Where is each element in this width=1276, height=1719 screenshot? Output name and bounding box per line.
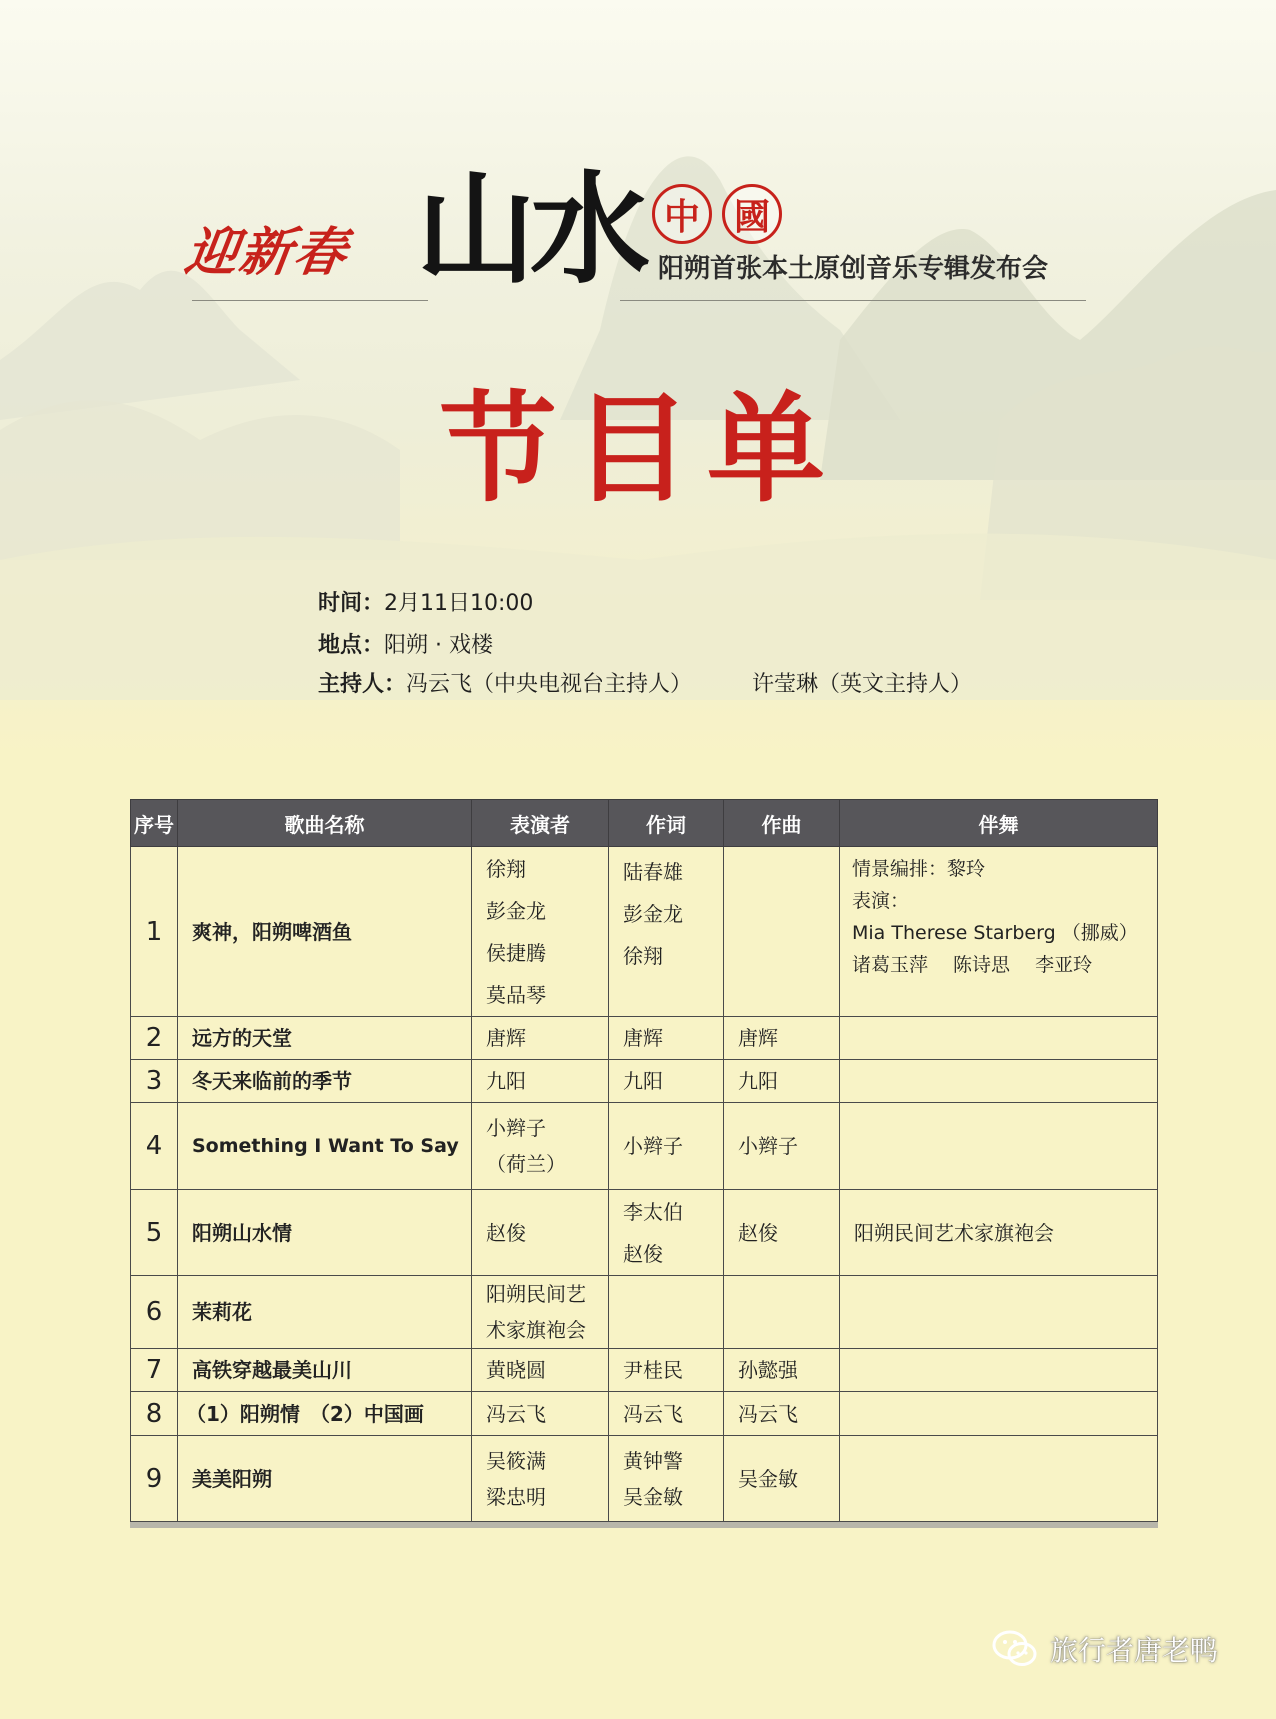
dance-cell (840, 1017, 1158, 1060)
banner-greeting-text: 迎新春 (181, 222, 352, 283)
song-title: 冬天来临前的季节 (178, 1060, 472, 1103)
lyricist-cell: 冯云飞 (609, 1392, 724, 1436)
performer-cell: 冯云飞 (472, 1392, 609, 1436)
dance-cell (840, 1103, 1158, 1190)
song-title: 高铁穿越最美山川 (178, 1349, 472, 1392)
lyricist-name: 徐翔 (623, 944, 663, 968)
column-header-dance: 伴舞 (840, 800, 1158, 847)
seal-stamp: 國 (722, 184, 782, 244)
column-header-composer: 作曲 (724, 800, 840, 847)
watermark (992, 1622, 1262, 1676)
song-title: 茉莉花 (178, 1276, 472, 1349)
song-title: Something I Want To Say (178, 1103, 472, 1190)
performer-cell: 九阳 (472, 1060, 609, 1103)
event-time (318, 588, 533, 620)
place-label: 地点： (318, 633, 385, 658)
lyricist-name: 陆春雄 (623, 860, 683, 884)
dance-cell (840, 1349, 1158, 1392)
song-title: （1）阳朔情 （2）中国画 (178, 1392, 472, 1436)
performer-cell (472, 1436, 609, 1522)
performer-cell (472, 847, 609, 1017)
lyricist-cell: 小辫子 (609, 1103, 724, 1190)
column-header-performer: 表演者 (472, 800, 609, 847)
performer-name: 彭金龙 (486, 898, 546, 923)
composer-cell: 唐辉 (724, 1017, 840, 1060)
lyricist-cell (609, 1436, 724, 1522)
lyricist-cell (609, 847, 724, 1017)
table-row (131, 1060, 1158, 1103)
performer-name: 吴筱满 (486, 1448, 546, 1473)
dance-cell (840, 1060, 1158, 1103)
column-header-lyricist: 作词 (609, 800, 724, 847)
composer-cell (724, 1276, 840, 1349)
performer-cell (472, 1103, 609, 1190)
event-hosts (318, 669, 1218, 701)
table-row (131, 1017, 1158, 1060)
divider-line (620, 300, 1086, 301)
banner-subtitle: 阳朔首张本土原创音乐专辑发布会 (658, 254, 1049, 284)
dance-line: Mia Therese Starberg （挪威） (852, 922, 1138, 944)
song-title: 阳朔山水情 (178, 1190, 472, 1276)
dance-cell (840, 1392, 1158, 1436)
dance-line: 情景编排：黎玲 (852, 858, 986, 880)
performer-name: 小辫子 (486, 1116, 546, 1140)
performer-cell (472, 1276, 609, 1349)
dance-cell (840, 1436, 1158, 1522)
performer-name: 梁忠明 (486, 1484, 546, 1509)
song-title: 美美阳朔 (178, 1436, 472, 1522)
column-header-song: 歌曲名称 (178, 800, 472, 847)
lyricist-name: 赵俊 (623, 1241, 663, 1266)
lyricist-name: 黄钟警 (623, 1448, 683, 1473)
row-number: 3 (131, 1060, 178, 1103)
table-header-row (131, 800, 1158, 847)
divider-line (192, 300, 428, 301)
host-primary: 冯云飞（中央电视台主持人） (406, 672, 693, 697)
seal-stamp: 中 (652, 184, 712, 244)
host-secondary: 许莹琳（英文主持人） (752, 672, 973, 697)
wechat-icon (992, 1629, 1038, 1669)
song-title: 远方的天堂 (178, 1017, 472, 1060)
row-number: 1 (131, 847, 178, 1017)
column-header-number: 序号 (131, 800, 178, 847)
dance-cell (840, 1276, 1158, 1349)
row-number: 5 (131, 1190, 178, 1276)
lyricist-name: 李太伯 (623, 1199, 683, 1224)
performer-cell: 黄晓圆 (472, 1349, 609, 1392)
table-row (131, 847, 1158, 1017)
performer-name: 术家旗袍会 (486, 1318, 586, 1342)
lyricist-cell: 唐辉 (609, 1017, 724, 1060)
row-number: 6 (131, 1276, 178, 1349)
performer-name: （荷兰） (486, 1152, 566, 1176)
composer-cell (724, 847, 840, 1017)
table-row (131, 1190, 1158, 1276)
lyricist-cell: 尹桂民 (609, 1349, 724, 1392)
watermark-text: 旅行者唐老鸭 (1050, 1634, 1219, 1667)
host-label: 主持人： (318, 672, 407, 697)
row-number: 7 (131, 1349, 178, 1392)
row-number: 4 (131, 1103, 178, 1190)
row-number: 8 (131, 1392, 178, 1436)
lyricist-cell (609, 1190, 724, 1276)
row-number: 2 (131, 1017, 178, 1060)
table-row (131, 1349, 1158, 1392)
composer-cell: 孙懿强 (724, 1349, 840, 1392)
performer-cell: 唐辉 (472, 1017, 609, 1060)
time-label: 时间： (318, 591, 385, 616)
lyricist-name: 彭金龙 (623, 902, 683, 926)
table-row (131, 1436, 1158, 1522)
performer-name: 莫品琴 (486, 982, 546, 1007)
time-value: 2月11日10:00 (384, 591, 534, 616)
composer-cell: 吴金敏 (724, 1436, 840, 1522)
performer-name: 阳朔民间艺 (486, 1282, 586, 1306)
table-row (131, 1276, 1158, 1349)
row-number: 9 (131, 1436, 178, 1522)
banner-calligraphy-title: 山水 (416, 159, 644, 300)
lyricist-cell (609, 1276, 724, 1349)
song-title: 爽神，阳朔啤酒鱼 (178, 847, 472, 1017)
dance-cell (840, 847, 1158, 1017)
dance-line: 表演： (852, 890, 910, 912)
page-title: 节目单 (438, 379, 841, 518)
event-place (318, 630, 493, 662)
lyricist-cell: 九阳 (609, 1060, 724, 1103)
place-value: 阳朔 · 戏楼 (384, 633, 493, 658)
composer-cell: 冯云飞 (724, 1392, 840, 1436)
composer-cell: 小辫子 (724, 1103, 840, 1190)
performer-cell: 赵俊 (472, 1190, 609, 1276)
table-row (131, 1392, 1158, 1436)
program-table (130, 799, 1158, 1522)
composer-cell: 九阳 (724, 1060, 840, 1103)
performer-name: 侯捷腾 (486, 940, 546, 965)
composer-cell: 赵俊 (724, 1190, 840, 1276)
dance-cell: 阳朔民间艺术家旗袍会 (840, 1190, 1158, 1276)
table-row (131, 1103, 1158, 1190)
lyricist-name: 吴金敏 (623, 1484, 683, 1509)
performer-name: 徐翔 (486, 856, 526, 881)
dance-line: 诸葛玉萍 陈诗思 李亚玲 (852, 954, 1093, 976)
